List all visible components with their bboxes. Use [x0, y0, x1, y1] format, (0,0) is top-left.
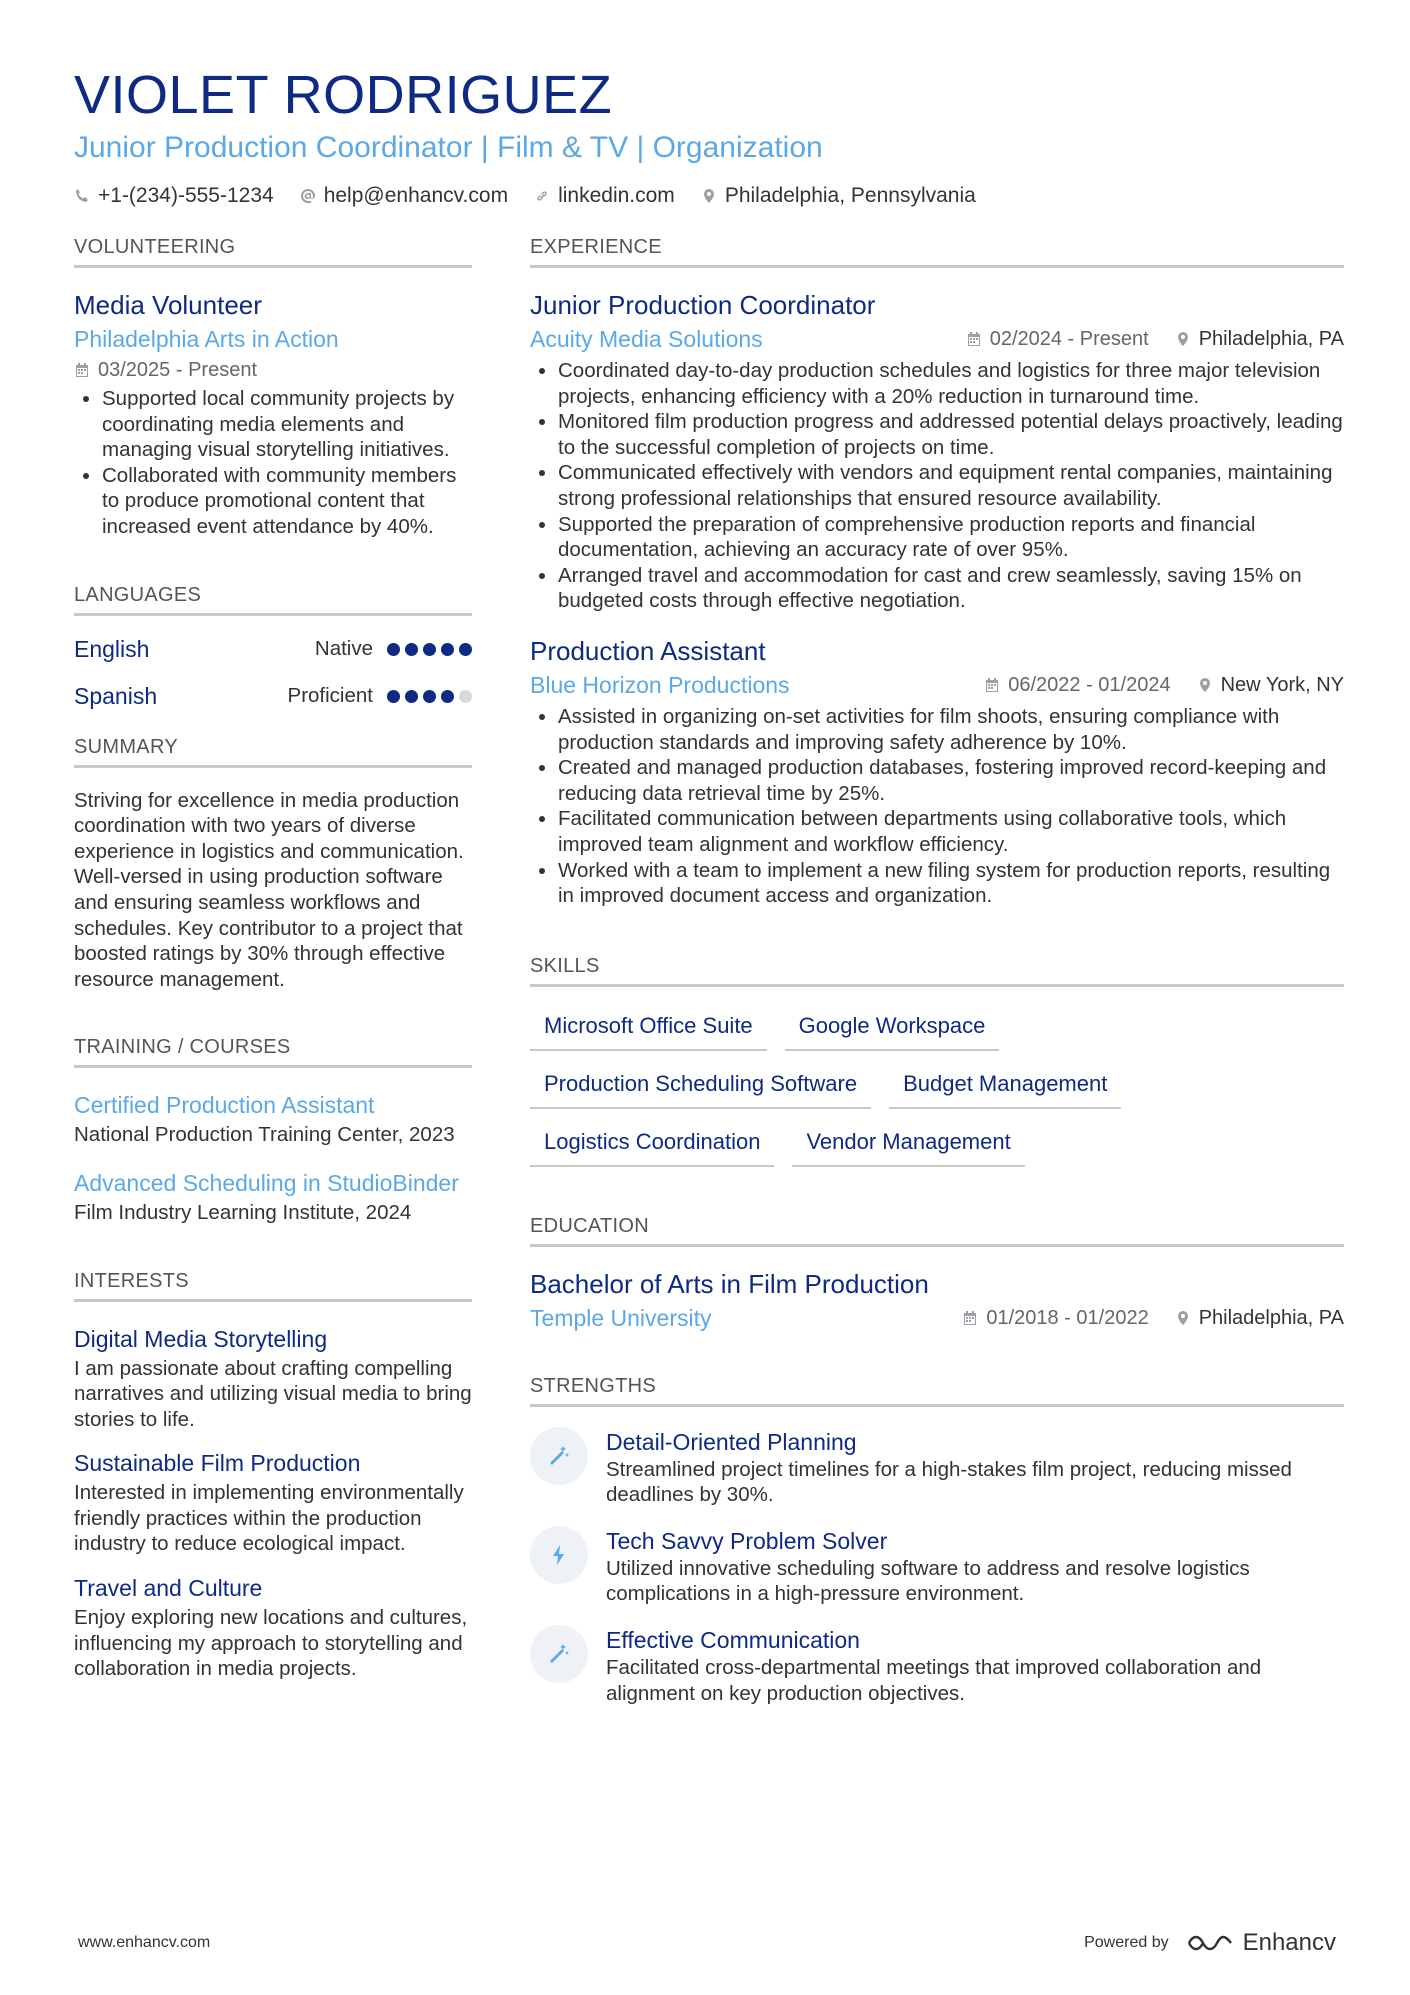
- list-item: • Facilitated communication between departments using collaborative tools, which improved team alignment and workflow efficiency.: [558, 806, 1344, 857]
- location-text: Philadelphia, Pennsylvania: [724, 184, 976, 207]
- volunteer-dates-text: 03/2025 - Present: [98, 359, 257, 381]
- job-subheader: [530, 668, 1344, 702]
- contact-linkedin: [534, 184, 675, 208]
- interest-name: Sustainable Film Production: [74, 1450, 361, 1477]
- course-name: Certified Production Assistant: [74, 1092, 375, 1119]
- training-item: [74, 1166, 472, 1226]
- strength-item: [530, 1427, 1344, 1508]
- volunteer-bullets: [74, 386, 472, 540]
- experience-section: [530, 236, 1344, 909]
- language-row: [74, 636, 472, 663]
- interest-item: [74, 1571, 472, 1682]
- skill-tag: Logistics Coordination: [530, 1123, 774, 1167]
- rating-dot-filled: [423, 643, 436, 656]
- magic-wand-icon: [530, 1625, 588, 1683]
- strength-text: Facilitated cross-departmental meetings that improved collaboration and alignment on key production objectives.: [606, 1656, 1262, 1705]
- job-role: Production Assistant: [530, 635, 766, 666]
- interest-name: Digital Media Storytelling: [74, 1325, 328, 1352]
- rating-dot-filled: [405, 690, 418, 703]
- rating-dot-filled: [423, 690, 436, 703]
- section-title: TRAINING / COURSES: [74, 1036, 472, 1068]
- course-detail: National Production Training Center, 2023: [74, 1123, 455, 1147]
- magic-wand-icon: [530, 1427, 588, 1485]
- education-dates: [962, 1304, 1148, 1332]
- strength-body: [606, 1427, 1344, 1508]
- location-pin-icon: [1175, 1310, 1191, 1326]
- list-item: • Communicated effectively with vendors and equipment rental companies, maintaining strong professional relationships that ensured resource availability.: [558, 460, 1344, 511]
- rating-dot-filled: [441, 690, 454, 703]
- contact-bar: [74, 184, 1344, 208]
- job-dates: [984, 671, 1170, 699]
- volunteering-section: [74, 236, 472, 540]
- rating-dot-empty: [459, 690, 472, 703]
- rating-dot-filled: [387, 690, 400, 703]
- education-location-text: Philadelphia, PA: [1198, 1306, 1344, 1329]
- interest-text: Interested in implementing environmentally friendly practices within the production industry to reduce ecological impact.: [74, 1481, 464, 1556]
- footer-website[interactable]: www.enhancv.com: [78, 1934, 211, 1951]
- location-pin-icon: [701, 188, 717, 204]
- list-item: • Coordinated day-to-day production schedules and logistics for three major television projects, enhancing efficiency with a 20% reduction in turnaround time.: [558, 358, 1344, 409]
- section-title: SKILLS: [530, 955, 1344, 987]
- contact-location: [701, 184, 976, 208]
- language-level: Proficient: [287, 684, 373, 708]
- course-detail: Film Industry Learning Institute, 2024: [74, 1200, 412, 1224]
- summary-section: [74, 736, 472, 993]
- list-item: • Monitored film production progress and addressed potential delays proactively, leading to the successful completion of projects on time.: [558, 409, 1344, 460]
- calendar-icon: [984, 677, 1000, 693]
- resume-header: [74, 62, 1344, 208]
- interests-section: [74, 1270, 472, 1682]
- job-meta: [984, 671, 1344, 699]
- summary-text: Striving for excellence in media production coordination with two years of diverse experience in logistics and communication. Well-versed in using production software and ensuring seamless workflows and schedules. Key contributor to a project that boosted ratings by 30% through effective resource management.: [74, 788, 464, 991]
- location-pin-icon: [1197, 677, 1213, 693]
- training-section: [74, 1036, 472, 1225]
- job-role: Junior Production Coordinator: [530, 290, 876, 320]
- strength-text: Streamlined project timelines for a high-stakes film project, reducing missed deadlines by 30%.: [606, 1457, 1292, 1507]
- rating-dot-filled: [405, 643, 418, 656]
- interest-name: Travel and Culture: [74, 1575, 263, 1602]
- strength-name: Detail-Oriented Planning: [606, 1428, 857, 1455]
- skills-section: [530, 955, 1344, 1167]
- strength-item: [530, 1526, 1344, 1607]
- school-name: Temple University: [530, 1304, 712, 1331]
- skill-tag: Production Scheduling Software: [530, 1065, 871, 1109]
- calendar-icon: [966, 331, 982, 347]
- education-meta: [962, 1304, 1344, 1332]
- rating-dot-filled: [441, 643, 454, 656]
- course-name: Advanced Scheduling in StudioBinder: [74, 1169, 459, 1196]
- candidate-tagline: Junior Production Coordinator | Film & TV | Organization: [74, 131, 823, 164]
- strength-body: [606, 1526, 1344, 1607]
- job-subheader: [530, 322, 1344, 356]
- education-section: [530, 1215, 1344, 1335]
- job-dates-text: 02/2024 - Present: [989, 328, 1149, 350]
- calendar-icon: [74, 362, 90, 378]
- job-location-text: New York, NY: [1220, 673, 1344, 696]
- strength-item: [530, 1625, 1344, 1706]
- language-name: English: [74, 635, 150, 662]
- contact-phone: [74, 184, 274, 208]
- job-bullets: [530, 704, 1344, 909]
- strength-name: Effective Communication: [606, 1627, 860, 1654]
- right-column: [530, 236, 1344, 1724]
- language-level: Native: [314, 637, 373, 661]
- job-entry: [530, 634, 1344, 909]
- location-pin-icon: [1175, 331, 1191, 347]
- job-dates-text: 06/2022 - 01/2024: [1008, 673, 1171, 696]
- rating-dots: [387, 643, 472, 656]
- job-location: [1175, 325, 1344, 353]
- job-dates: [966, 325, 1149, 353]
- section-title: EXPERIENCE: [530, 236, 1344, 268]
- interest-item: [74, 1322, 472, 1433]
- list-item: • Arranged travel and accommodation for cast and crew seamlessly, saving 15% on budgeted costs through effective negotiation.: [558, 563, 1344, 614]
- volunteer-role: Media Volunteer: [74, 290, 262, 320]
- volunteer-dates: [74, 356, 472, 384]
- skill-tag: Microsoft Office Suite: [530, 1007, 767, 1051]
- section-title: SUMMARY: [74, 736, 472, 768]
- footer-branding: [1084, 1929, 1336, 1957]
- enhancv-logo-icon: [1187, 1932, 1233, 1954]
- email-link[interactable]: help@enhancv.com: [323, 184, 509, 207]
- section-title: EDUCATION: [530, 1215, 1344, 1247]
- strength-body: [606, 1625, 1344, 1706]
- list-item: • Supported the preparation of comprehensive production reports and financial documentation, achieving an accuracy rate of over 95%.: [558, 512, 1344, 563]
- skills-list: [530, 1007, 1344, 1167]
- volunteer-org: Philadelphia Arts in Action: [74, 326, 339, 352]
- section-title: INTERESTS: [74, 1270, 472, 1302]
- strength-text: Utilized innovative scheduling software to address and resolve logistics complications in a high-pressure environment.: [606, 1556, 1250, 1606]
- list-item: • Created and managed production databases, fostering improved record-keeping and reducing data retrieval time by 25%.: [558, 755, 1344, 806]
- language-proficiency: [315, 637, 472, 661]
- languages-section: [74, 584, 472, 710]
- education-subheader: [530, 1301, 1344, 1335]
- skill-tag: Google Workspace: [785, 1007, 1000, 1051]
- job-company: Acuity Media Solutions: [530, 326, 763, 352]
- interest-text: I am passionate about crafting compelling narratives and utilizing visual media to bring stories to life.: [74, 1356, 472, 1431]
- list-item: • Supported local community projects by coordinating media elements and managing visual storytelling initiatives.: [102, 386, 472, 463]
- training-item: [74, 1088, 472, 1148]
- linkedin-link[interactable]: linkedin.com: [558, 184, 675, 207]
- candidate-name: VIOLET RODRIGUEZ: [74, 65, 613, 125]
- lightning-icon: [530, 1526, 588, 1584]
- list-item: • Collaborated with community members to produce promotional content that increased event attendance by 40%.: [102, 463, 472, 540]
- link-icon: [534, 188, 550, 204]
- job-location: [1197, 671, 1344, 699]
- job-company: Blue Horizon Productions: [530, 671, 790, 698]
- education-dates-text: 01/2018 - 01/2022: [986, 1306, 1149, 1329]
- phone-text: +1-(234)-555-1234: [98, 184, 274, 207]
- page-footer: [78, 1929, 1336, 1957]
- education-location: [1175, 1304, 1344, 1332]
- section-title: VOLUNTEERING: [74, 236, 472, 268]
- job-meta: [966, 325, 1344, 353]
- job-entry: [530, 288, 1344, 614]
- contact-email: [300, 184, 508, 208]
- interest-item: [74, 1446, 472, 1557]
- calendar-icon: [962, 1310, 978, 1326]
- rating-dots: [387, 690, 472, 703]
- brand-name: Enhancv: [1242, 1929, 1336, 1956]
- strengths-section: [530, 1375, 1344, 1707]
- rating-dot-filled: [459, 643, 472, 656]
- list-item: • Worked with a team to implement a new filing system for production reports, resulting in improved document access and organization.: [558, 858, 1344, 909]
- language-proficiency: [288, 684, 472, 708]
- job-location-text: Philadelphia, PA: [1198, 328, 1344, 350]
- list-item: • Assisted in organizing on-set activities for film shoots, ensuring compliance with production standards and improving safety adherence by 10%.: [558, 704, 1344, 755]
- powered-by-label: Powered by: [1084, 1934, 1169, 1951]
- at-icon: [300, 188, 316, 204]
- strength-name: Tech Savvy Problem Solver: [606, 1527, 888, 1554]
- skill-tag: Budget Management: [889, 1065, 1121, 1109]
- job-bullets: [530, 358, 1344, 614]
- phone-icon: [74, 188, 90, 204]
- degree-name: Bachelor of Arts in Film Production: [530, 1268, 929, 1299]
- language-row: [74, 683, 472, 710]
- skill-tag: Vendor Management: [792, 1123, 1024, 1167]
- interest-text: Enjoy exploring new locations and cultures, influencing my approach to storytelling and collaboration in media projects.: [74, 1606, 468, 1681]
- left-column: [74, 236, 472, 1682]
- section-title: LANGUAGES: [74, 584, 472, 616]
- language-name: Spanish: [74, 682, 158, 709]
- rating-dot-filled: [387, 643, 400, 656]
- section-title: STRENGTHS: [530, 1375, 1344, 1407]
- brand-logo: [1187, 1929, 1336, 1957]
